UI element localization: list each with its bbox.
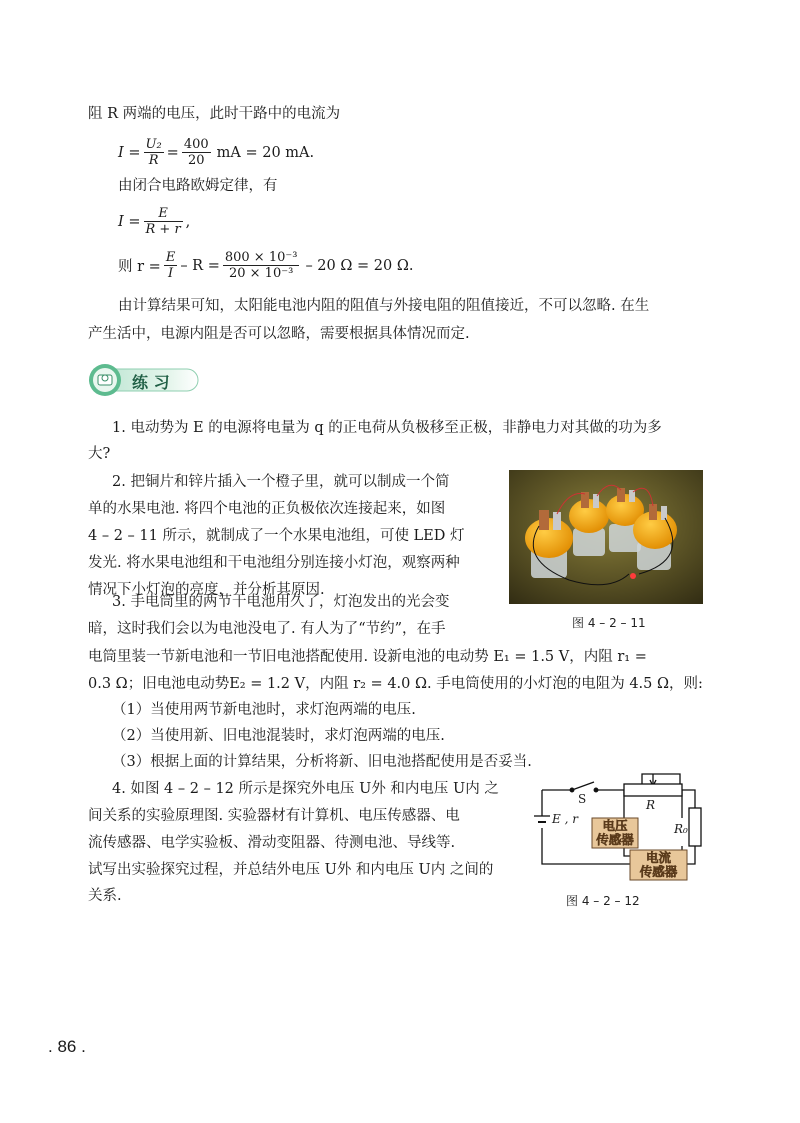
equation-resistance: 则 r = $\frac{E}{I}$ – R = $\frac{\text{800 × 10⁻³}}{\text{20 × 10⁻³}}$ – 20 Ω = 20 Ω. <box>118 250 414 281</box>
question-1-cont: 大? <box>88 446 111 462</box>
figure-caption-4-2-11: 图 4 – 2 – 11 <box>572 616 646 630</box>
question-1: 1. 电动势为 E 的电源将电量为 q 的正电荷从负极移至正极，非静电力对其做的功为多 <box>112 420 662 436</box>
equation-ohm: I = $\frac{E}{R + r}$ , <box>118 206 191 237</box>
current-sensor: 电流 传感器 <box>639 850 678 879</box>
question-4-line: 关系. <box>88 888 122 904</box>
question-4-line: 试写出实验探究过程，并总结外电压 U外 和内电压 U内 之间的 <box>88 862 494 878</box>
question-2-line: 情况下小灯泡的亮度，并分析其原因. <box>88 582 325 598</box>
question-3-line: 暗，这时我们会以为电池没电了. 有人为了“节约”，在手 <box>88 621 446 637</box>
battery-label: E , r <box>552 812 578 826</box>
question-2-line: 单的水果电池. 将四个电池的正负极依次连接起来，如图 <box>88 501 446 517</box>
switch-label: S <box>578 792 587 806</box>
exercise-title: 练 习 <box>132 373 170 392</box>
figure-caption-4-2-12: 图 4 – 2 – 12 <box>566 894 640 908</box>
question-3-sub: （1）当使用两节新电池时，求灯泡两端的电压. <box>112 702 416 718</box>
conclusion-line: 由计算结果可知，太阳能电池内阻的阻值与外接电阻的阻值接近，不可以忽略. 在生 <box>118 298 650 314</box>
exercise-badge <box>88 363 200 397</box>
question-4-line: 流传感器、电学实验板、滑动变阻器、待测电池、导线等. <box>88 835 456 851</box>
question-3-line: 电筒里装一节新电池和一节旧电池搭配使用. 设新电池的电动势 E₁ = 1.5 V，内阻 r₁ = <box>88 649 647 665</box>
question-3-sub: （3）根据上面的计算结果，分析将新、旧电池搭配使用是否妥当. <box>112 754 532 770</box>
fruit-battery-photo <box>509 470 703 604</box>
circuit-diagram <box>532 766 714 886</box>
question-2-line: 4 – 2 – 11 所示，就制成了一个水果电池组，可使 LED 灯 <box>88 528 465 544</box>
intro-line: 阻 R 两端的电压，此时干路中的电流为 <box>88 106 341 122</box>
ohm-law-line: 由闭合电路欧姆定律，有 <box>118 178 278 194</box>
question-3-line: 3. 手电筒里的两节干电池用久了，灯泡发出的光会变 <box>112 594 450 610</box>
r0-label: R₀ <box>674 822 688 836</box>
rheostat-label: R <box>646 798 656 812</box>
question-4-line: 4. 如图 4 – 2 – 12 所示是探究外电压 U外 和内电压 U内 之 <box>112 781 499 797</box>
page-number: . 86 . <box>48 1037 86 1056</box>
equation-current: I = $\frac{\text{U₂}}{R}$ = $\frac{400}{20}$ mA = 20 mA. <box>118 137 315 168</box>
question-3-line: 0.3 Ω；旧电池电动势E₂ = 1.2 V，内阻 r₂ = 4.0 Ω. 手电筒使用的小灯泡的电阻为 4.5 Ω，则: <box>88 676 703 692</box>
conclusion-line: 产生活中，电源内阻是否可以忽略，需要根据具体情况而定. <box>88 326 470 342</box>
voltage-sensor: 电压 传感器 <box>596 818 634 847</box>
question-2-line: 发光. 将水果电池组和干电池组分别连接小灯泡，观察两种 <box>88 555 460 571</box>
question-4-line: 间关系的实验原理图. 实验器材有计算机、电压传感器、电 <box>88 808 460 824</box>
question-3-sub: （2）当使用新、旧电池混装时，求灯泡两端的电压. <box>112 728 445 744</box>
question-2-line: 2. 把铜片和锌片插入一个橙子里，就可以制成一个简 <box>112 474 450 490</box>
